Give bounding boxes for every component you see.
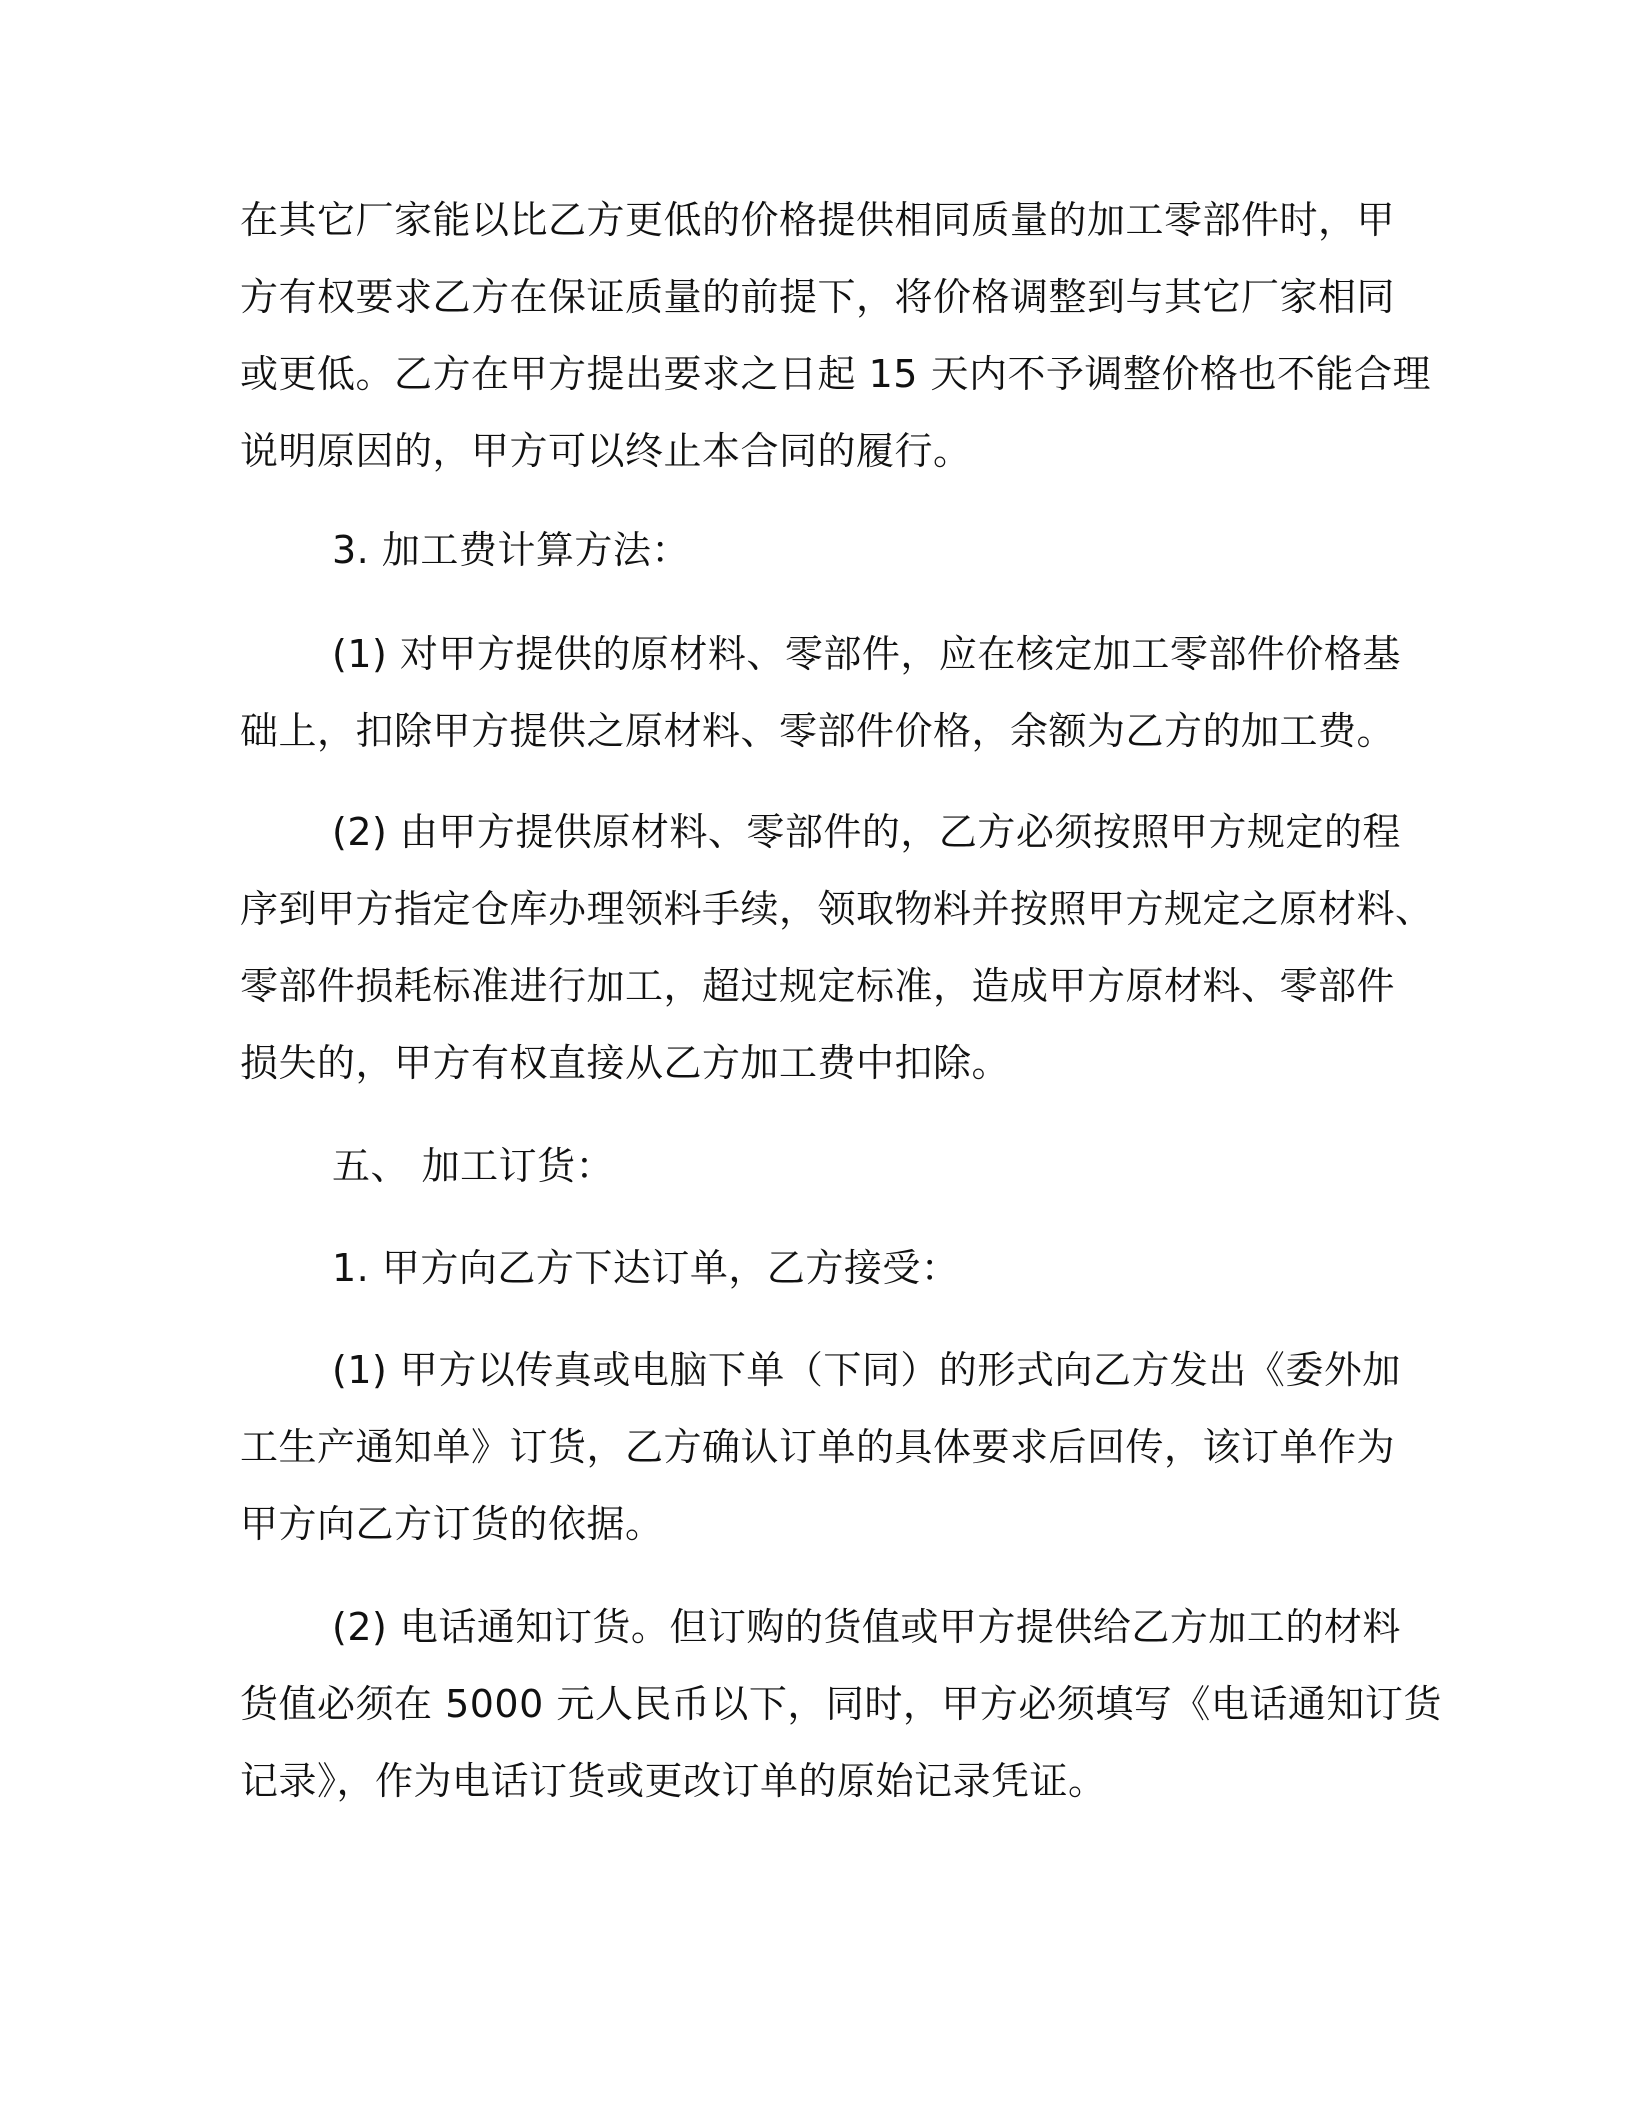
- paragraph-line: (1) 对甲方提供的原材料、零部件，应在核定加工零部件价格基: [332, 632, 1401, 676]
- paragraph-line: 或更低。乙方在甲方提出要求之日起 15 天内不予调整价格也不能合理: [240, 352, 1432, 396]
- paragraph-line: (1) 甲方以传真或电脑下单（下同）的形式向乙方发出《委外加: [332, 1348, 1401, 1392]
- paragraph-line: 零部件损耗标准进行加工，超过规定标准，造成甲方原材料、零部件: [240, 964, 1396, 1008]
- paragraph-line: (2) 由甲方提供原材料、零部件的，乙方必须按照甲方规定的程: [332, 810, 1401, 854]
- paragraph-line: 序到甲方指定仓库办理领料手续，领取物料并按照甲方规定之原材料、: [240, 887, 1434, 931]
- subsection-heading: 1. 甲方向乙方下达订单，乙方接受：: [332, 1246, 960, 1290]
- paragraph-line: 记录》，作为电话订货或更改订单的原始记录凭证。: [240, 1759, 1107, 1803]
- paragraph-line: 说明原因的，甲方可以终止本合同的履行。: [240, 429, 972, 473]
- paragraph-line: 货值必须在 5000 元人民币以下，同时，甲方必须填写《电话通知订货: [240, 1682, 1442, 1726]
- paragraph-line: 础上，扣除甲方提供之原材料、零部件价格，余额为乙方的加工费。: [240, 709, 1396, 753]
- section-heading: 五、 加工订货：: [332, 1144, 615, 1188]
- paragraph-line: (2) 电话通知订货。但订购的货值或甲方提供给乙方加工的材料: [332, 1605, 1401, 1649]
- paragraph-line: 损失的，甲方有权直接从乙方加工费中扣除。: [240, 1041, 1011, 1085]
- paragraph-line: 在其它厂家能以比乙方更低的价格提供相同质量的加工零部件时，甲: [240, 198, 1396, 242]
- paragraph-line: 甲方向乙方订货的依据。: [240, 1502, 664, 1546]
- paragraph-line: 方有权要求乙方在保证质量的前提下，将价格调整到与其它厂家相同: [240, 275, 1396, 319]
- paragraph-line: 工生产通知单》订货，乙方确认订单的具体要求后回传，该订单作为: [240, 1425, 1396, 1469]
- section-heading: 3. 加工费计算方法：: [332, 528, 690, 572]
